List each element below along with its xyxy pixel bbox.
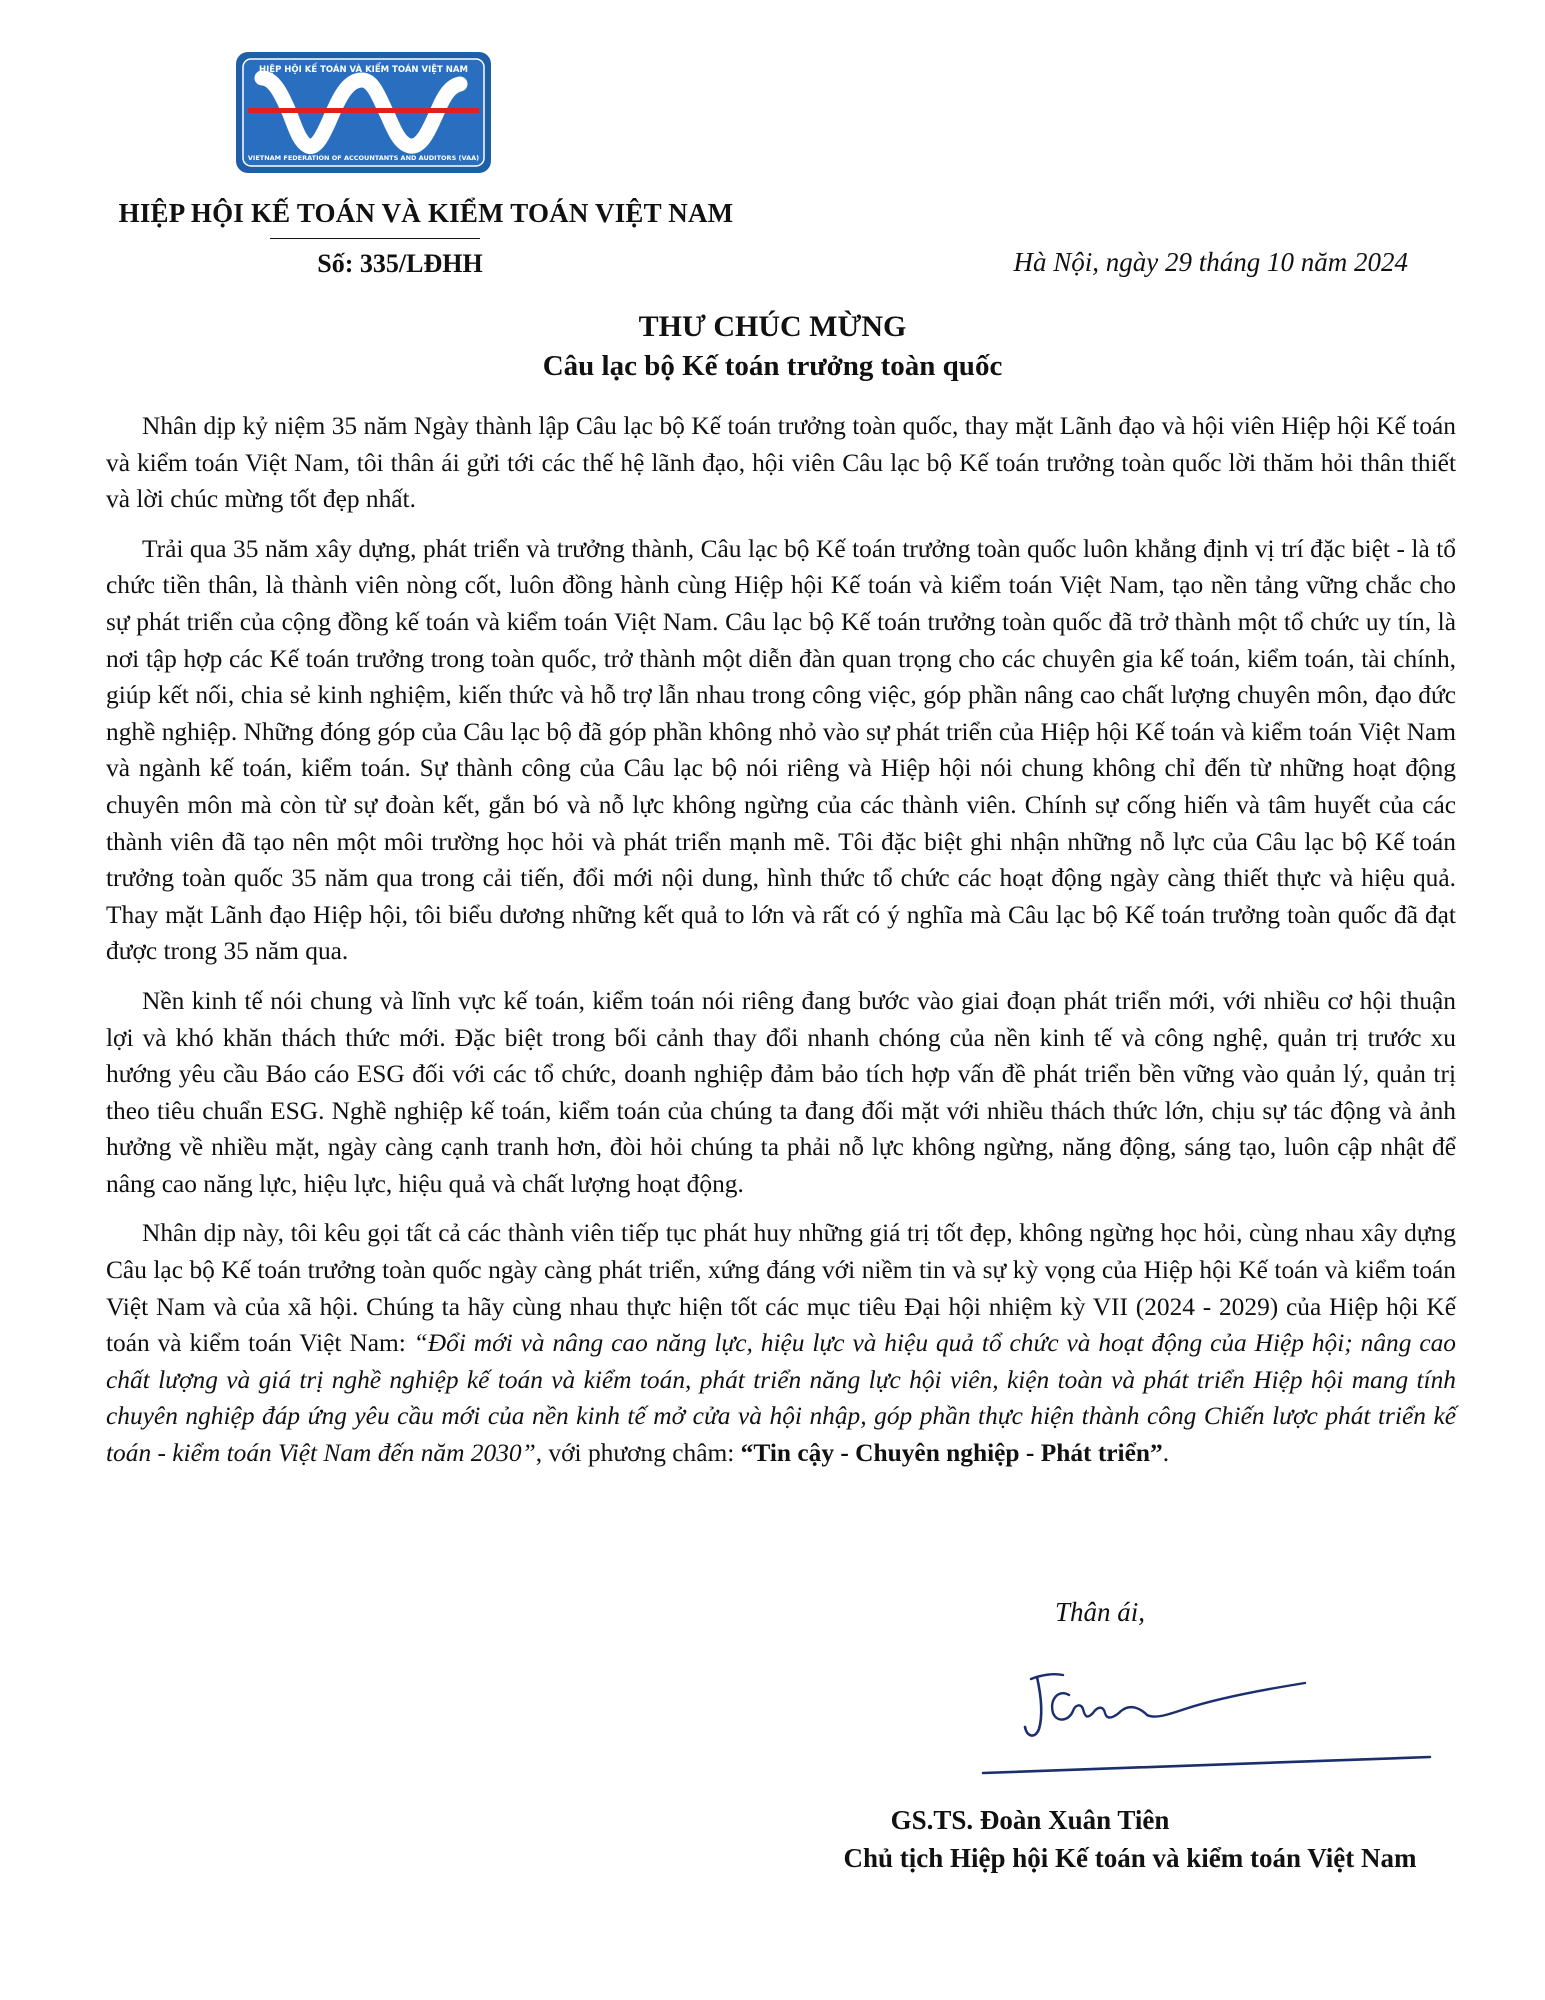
paragraph-4-end: . [1162, 1439, 1170, 1468]
body-paragraph-4 [106, 1215, 1456, 1471]
paragraph-4-connector: , với phương châm: [535, 1439, 735, 1468]
logo-bottom-text: VIETNAM FEDERATION OF ACCOUNTANTS AND AUDITORS (VAA) [247, 154, 480, 162]
body-paragraph-3: Nền kinh tế nói chung và lĩnh vực kế toán, kiểm toán nói riêng đang bước vào giai đoạn phát triển mới, với nhiều cơ hội thuận lợi và khó khăn thách thức mới. Đặc biệt trong bối cảnh thay đổi nhanh chóng của nền kinh tế và công nghệ, quản trị trước xu hướng yêu cầu Báo cáo ESG đối với các tổ chức, doanh nghiệp đảm bảo tích hợp vấn đề phát triển bền vững vào quản lý, quản trị theo tiêu chuẩn ESG. Nghề nghiệp kế toán, kiểm toán của chúng ta đang đối mặt với nhiều thách thức lớn, chịu sự tác động và ảnh hưởng về nhiều mặt, ngày càng cạnh tranh hơn, đòi hỏi chúng ta phải nỗ lực không ngừng, năng động, sáng tạo, luôn cập nhật để nâng cao năng lực, hiệu lực, hiệu quả và chất lượng hoạt động. [106, 986, 1456, 1198]
place-date: Hà Nội, ngày 29 tháng 10 năm 2024 [1013, 247, 1408, 277]
letter-title: THƯ CHÚC MỪNG [638, 310, 907, 343]
paragraph-4-intro: Nhân dịp này, tôi kêu gọi tất cả các thành viên tiếp tục phát huy những giá trị tốt đẹp, không ngừng học hỏi, cùng nhau xây dựng Câu lạc bộ Kế toán trưởng toàn quốc ngày càng phát triển, xứng đáng với niềm tin và sự kỳ vọng của Hiệp hội Kế toán và kiểm toán Việt Nam và của xã hội. Chúng ta hãy cùng nhau thực hiện tốt các mục tiêu Đại hội nhiệm kỳ VII (2024 - 2029) của Hiệp hội Kế toán và kiểm toán Việt Nam: [106, 1219, 1456, 1358]
logo-top-text: HIỆP HỘI KẾ TOÁN VÀ KIỂM TOÁN VIỆT NAM [259, 65, 468, 75]
vaa-logo [234, 50, 493, 175]
paragraph-4-motto: “Tin cậy - Chuyên nghiệp - Phát triển” [740, 1439, 1163, 1468]
document-number: Số: 335/LĐHH [317, 249, 483, 278]
signer-name: GS.TS. Đoàn Xuân Tiên [890, 1805, 1170, 1835]
header-rule [270, 238, 480, 239]
body-paragraph-2: Trải qua 35 năm xây dựng, phát triển và trưởng thành, Câu lạc bộ Kế toán trưởng toàn quốc luôn khẳng định vị trí đặc biệt - là tổ chức tiền thân, là thành viên nòng cốt, luôn đồng hành cùng Hiệp hội Kế toán và kiểm toán Việt Nam, tạo nền tảng vững chắc cho sự phát triển của cộng đồng kế toán và kiểm toán Việt Nam. Câu lạc bộ Kế toán trưởng toàn quốc đã trở thành một tổ chức uy tín, là nơi tập hợp các Kế toán trưởng trong toàn quốc, trở thành một diễn đàn quan trọng cho các chuyên gia kế toán, kiểm toán, tài chính, giúp kết nối, chia sẻ kinh nghiệm, kiến thức và hỗ trợ lẫn nhau trong công việc, góp phần nâng cao chất lượng chuyên môn, đạo đức nghề nghiệp. Những đóng góp của Câu lạc bộ đã góp phần không nhỏ vào sự phát triển của Hiệp hội Kế toán và kiểm toán Việt Nam và ngành kế toán, kiểm toán. Sự thành công của Câu lạc bộ nói riêng và Hiệp hội nói chung không chỉ đến từ những hoạt động chuyên môn mà còn từ sự đoàn kết, gắn bó và nỗ lực không ngừng của các thành viên. Chính sự cống hiến và tâm huyết của các thành viên đã tạo nên một môi trường học hỏi và phát triển mạnh mẽ. Tôi đặc biệt ghi nhận những nỗ lực của Câu lạc bộ Kế toán trưởng toàn quốc 35 năm qua trong cải tiến, đổi mới nội dung, hình thức tổ chức các hoạt động ngày càng thiết thực và hiệu quả. Thay mặt Lãnh đạo Hiệp hội, tôi biểu dương những kết quả to lớn và rất có ý nghĩa mà Câu lạc bộ Kế toán trưởng toàn quốc đã đạt được trong 35 năm qua. [106, 534, 1456, 966]
signer-title: Chủ tịch Hiệp hội Kế toán và kiểm toán Việt Nam [843, 1843, 1417, 1873]
closing-salutation: Thân ái, [1055, 1597, 1146, 1627]
body-paragraph-1: Nhân dịp kỷ niệm 35 năm Ngày thành lập Câu lạc bộ Kế toán trưởng toàn quốc, thay mặt Lãnh đạo và hội viên Hiệp hội Kế toán và kiểm toán Việt Nam, tôi thân ái gửi tới các thế hệ lãnh đạo, hội viên Câu lạc bộ Kế toán trưởng toàn quốc lời thăm hỏi thân thiết và lời chúc mừng tốt đẹp nhất. [106, 412, 1456, 514]
letter-body [106, 408, 1456, 1485]
organization-name: HIỆP HỘI KẾ TOÁN VÀ KIỂM TOÁN VIỆT NAM [118, 198, 734, 228]
handwritten-signature [975, 1665, 1435, 1795]
paragraph-4-quote: “Đổi mới và nâng cao năng lực, hiệu lực và hiệu quả tổ chức và hoạt động của Hiệp hội; nâng cao chất lượng và giá trị nghề nghiệp kế toán và kiểm toán, phát triển năng lực hội viên, kiện toàn và phát triển Hiệp hội mang tính chuyên nghiệp đáp ứng yêu cầu mới của nền kinh tế mở cửa và hội nhập, góp phần thực hiện thành công Chiến lược phát triển kế toán - kiểm toán Việt Nam đến năm 2030” [106, 1329, 1456, 1468]
letter-subtitle: Câu lạc bộ Kế toán trưởng toàn quốc [542, 350, 1003, 382]
